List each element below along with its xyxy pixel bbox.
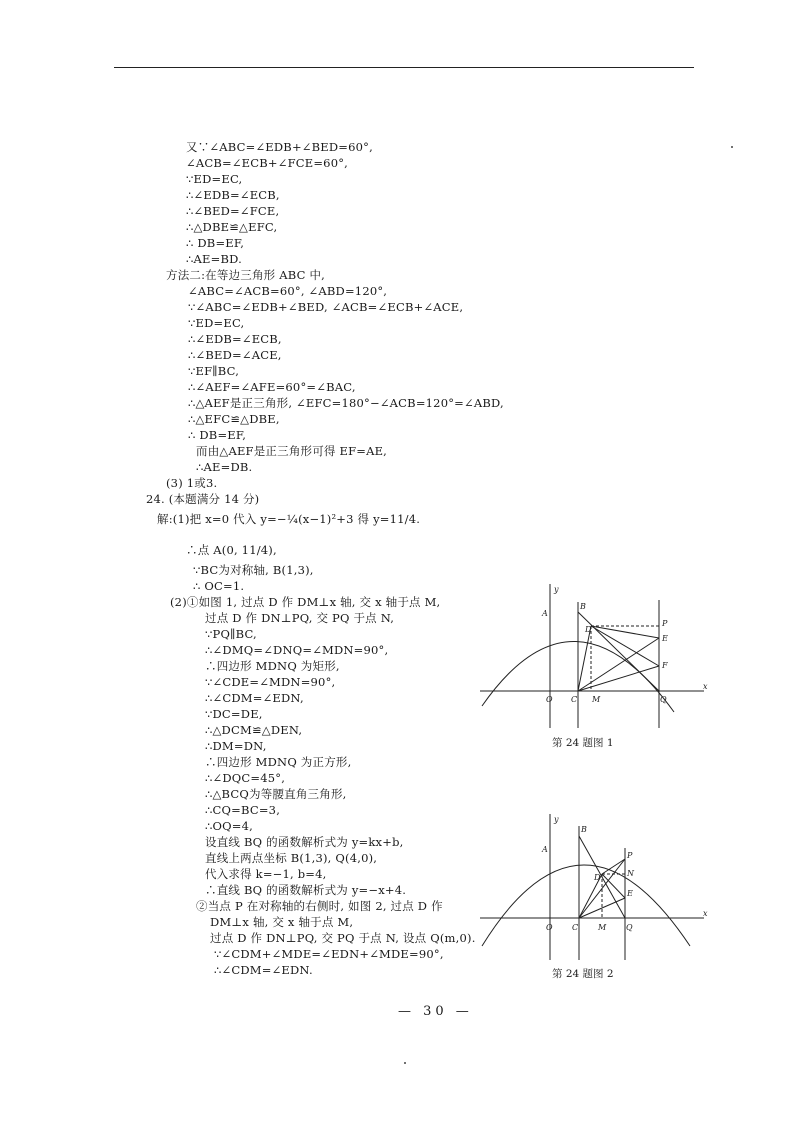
segment-bq [578,612,659,691]
page-number: — 30 — [398,1004,473,1019]
label-c: C [572,923,579,932]
figure-2 [474,812,714,964]
text-line: ∴△EFC≌△DBE, [188,412,280,426]
text-line: (3) 1或3. [166,476,218,490]
segment-cd [578,626,591,691]
text-line: ∵PQ∥BC, [205,627,257,641]
text-line: ∴∠CDM=∠EDN. [214,963,313,977]
text-line: ∴四边形 MDNQ 为正方形, [205,755,352,769]
text-line: ∵EF∥BC, [188,364,240,378]
text-line: ∴AE=BD. [186,252,242,266]
text-line: ∵∠CDE=∠MDN=90°, [205,675,336,689]
segment-de [602,874,625,898]
text-line: ∠ACB=∠ECB+∠FCE=60°, [186,156,349,170]
text-line: ∴CQ=BC=3, [205,803,281,817]
text-line: (2)①如图 1, 过点 D 作 DM⊥x 轴, 交 x 轴于点 M, [170,595,441,609]
text-line: ∵∠ABC=∠EDB+∠BED, ∠ACB=∠ECB+∠ACE, [188,300,464,314]
text-line: ∴OQ=4, [205,819,253,833]
label-m: M [598,923,607,932]
text-line: ∴∠EDB=∠ECB, [186,188,280,202]
text-line: ∴∠BED=∠ACE, [188,348,282,362]
text-line: ∵∠CDM+∠MDE=∠EDN+∠MDE=90°, [214,947,444,961]
label-f: F [662,661,668,670]
text-line: ∠ABC=∠ACB=60°, ∠ABD=120°, [188,284,388,298]
figure-2-graph [474,812,714,964]
label-e: E [627,889,633,898]
text-line: ∴△DCM≌△DEN, [205,723,303,737]
label-d: D [594,873,601,882]
text-line: 方法二:在等边三角形 ABC 中, [166,268,326,282]
text-line: ∴ DB=EF, [186,236,245,250]
label-c: C [571,695,578,704]
figure-1 [474,582,714,732]
text-line: ∴∠BED=∠FCE, [186,204,280,218]
text-line: ∴∠EDB=∠ECB, [188,332,282,346]
text-line: ∴∠DQC=45°, [205,771,286,785]
label-m: M [592,695,601,704]
text-line: ∴△BCQ为等腰直角三角形, [205,787,347,801]
label-y: y [554,815,559,824]
text-line: 过点 D 作 DN⊥PQ, 交 PQ 于点 N, 设点 Q(m,0). [210,931,476,945]
text-line: 而由△AEF是正三角形可得 EF=AE, [196,444,388,458]
text-line: ∴点 A(0, 11/4), [186,543,277,557]
text-line: 24. (本题满分 14 分) [146,492,260,506]
label-p: P [627,851,633,860]
label-a: A [542,845,548,854]
text-line: ∴四边形 MDNQ 为矩形, [205,659,340,673]
label-q: Q [626,923,633,932]
text-line: 过点 D 作 DN⊥PQ, 交 PQ 于点 N, [205,611,395,625]
text-line: ∵ED=EC, [188,316,245,330]
label-p: P [662,619,668,628]
text-line: DM⊥x 轴, 交 x 轴于点 M, [210,915,354,929]
text-line: ∴∠AEF=∠AFE=60°=∠BAC, [188,380,356,394]
scan-speck [731,146,733,148]
segment-ce [578,638,659,691]
label-n: N [627,869,634,878]
text-line: 设直线 BQ 的函数解析式为 y=kx+b, [205,835,404,849]
label-b: B [580,602,586,611]
label-a: A [542,609,548,618]
label-y: y [554,585,559,594]
label-o: O [546,923,553,932]
text-line: ②当点 P 在对称轴的右侧时, 如图 2, 过点 D 作 [196,899,443,913]
label-e: E [662,634,668,643]
text-line: ∵BC为对称轴, B(1,3), [193,563,314,577]
label-x: x [703,682,708,691]
text-line: ∵ED=EC, [186,172,243,186]
text-line: ∴DM=DN, [205,739,267,753]
label-b: B [581,825,587,834]
text-line: ∴ DB=EF, [188,428,247,442]
text-line: ∴∠DMQ=∠DNQ=∠MDN=90°, [205,643,389,657]
text-line: 解:(1)把 x=0 代入 y=−¼(x−1)²+3 得 y=11/4. [157,512,421,526]
text-line: ∴直线 BQ 的函数解析式为 y=−x+4. [205,883,407,897]
text-line: ∴∠CDM=∠EDN, [205,691,304,705]
text-line: ∴△DBE≌△EFC, [186,220,278,234]
label-q: Q [660,695,667,704]
text-line: 又∵∠ABC=∠EDB+∠BED=60°, [186,140,373,154]
text-line: 直线上两点坐标 B(1,3), Q(4,0), [205,851,378,865]
text-line: ∵DC=DE, [205,707,263,721]
scan-speck [404,1062,406,1064]
text-line: ∴△AEF是正三角形, ∠EFC=180°−∠ACB=120°=∠ABD, [188,396,504,410]
header-rule [114,67,694,68]
text-line: 代入求得 k=−1, b=4, [205,867,327,881]
text-line: ∴ OC=1. [193,579,245,593]
label-d: D [585,625,592,634]
label-o: O [546,695,553,704]
label-x: x [703,909,708,918]
figure-2-caption: 第 24 题图 2 [552,968,614,980]
figure-1-graph [474,582,714,732]
figure-1-caption: 第 24 题图 1 [552,737,614,749]
text-line: ∴AE=DB. [196,460,253,474]
